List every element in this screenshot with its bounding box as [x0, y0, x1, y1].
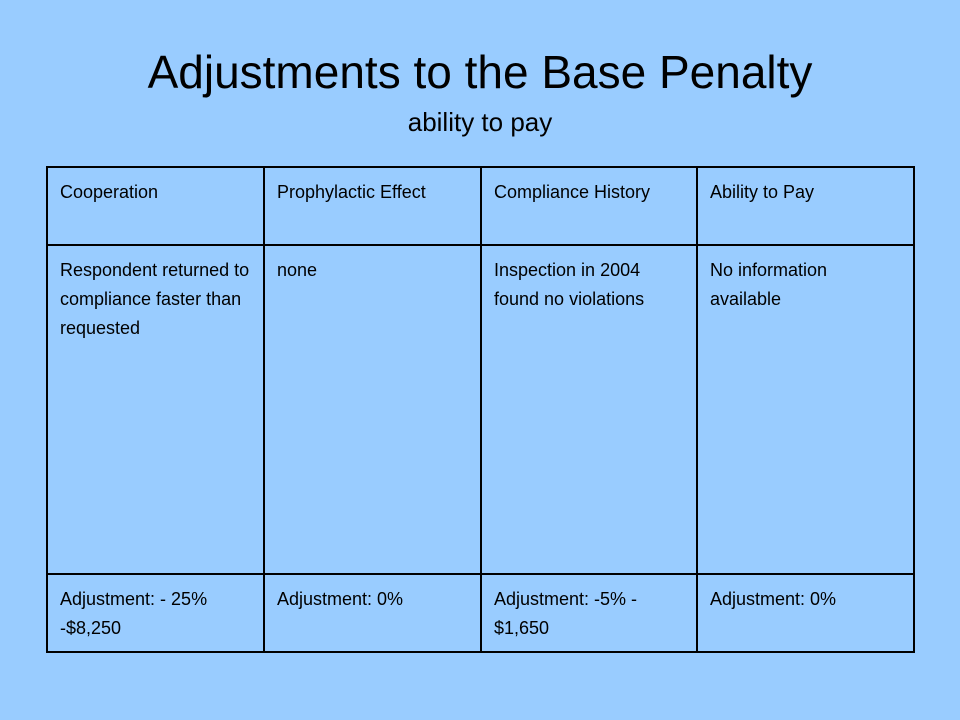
description-cell-prophylactic-effect: none [264, 245, 481, 574]
adjustment-cell-compliance-history: Adjustment: -5% - $1,650 [481, 574, 697, 652]
table-header-row [47, 167, 914, 245]
slide-title: Adjustments to the Base Penalty [147, 46, 813, 98]
table-description-row [47, 245, 914, 574]
adjustment-percent: Adjustment: - 25% [60, 589, 208, 609]
header-cell-prophylactic-effect: Prophylactic Effect [264, 167, 481, 245]
description-cell-ability-to-pay: No information available [697, 245, 914, 574]
penalty-adjustment-table [46, 166, 915, 653]
slide-subtitle: ability to pay [407, 107, 553, 137]
adjustment-amount: -$8,250 [60, 618, 122, 638]
adjustment-cell-ability-to-pay: Adjustment: 0% [697, 574, 914, 652]
adjustment-cell-cooperation [47, 574, 264, 652]
header-cell-ability-to-pay: Ability to Pay [697, 167, 914, 245]
description-cell-compliance-history: Inspection in 2004 found no violations [481, 245, 697, 574]
adjustment-cell-prophylactic-effect: Adjustment: 0% [264, 574, 481, 652]
description-cell-cooperation: Respondent returned to compliance faster than requested [47, 245, 264, 574]
header-cell-compliance-history: Compliance History [481, 167, 697, 245]
table-adjustment-row [47, 574, 914, 652]
header-cell-cooperation: Cooperation [47, 167, 264, 245]
